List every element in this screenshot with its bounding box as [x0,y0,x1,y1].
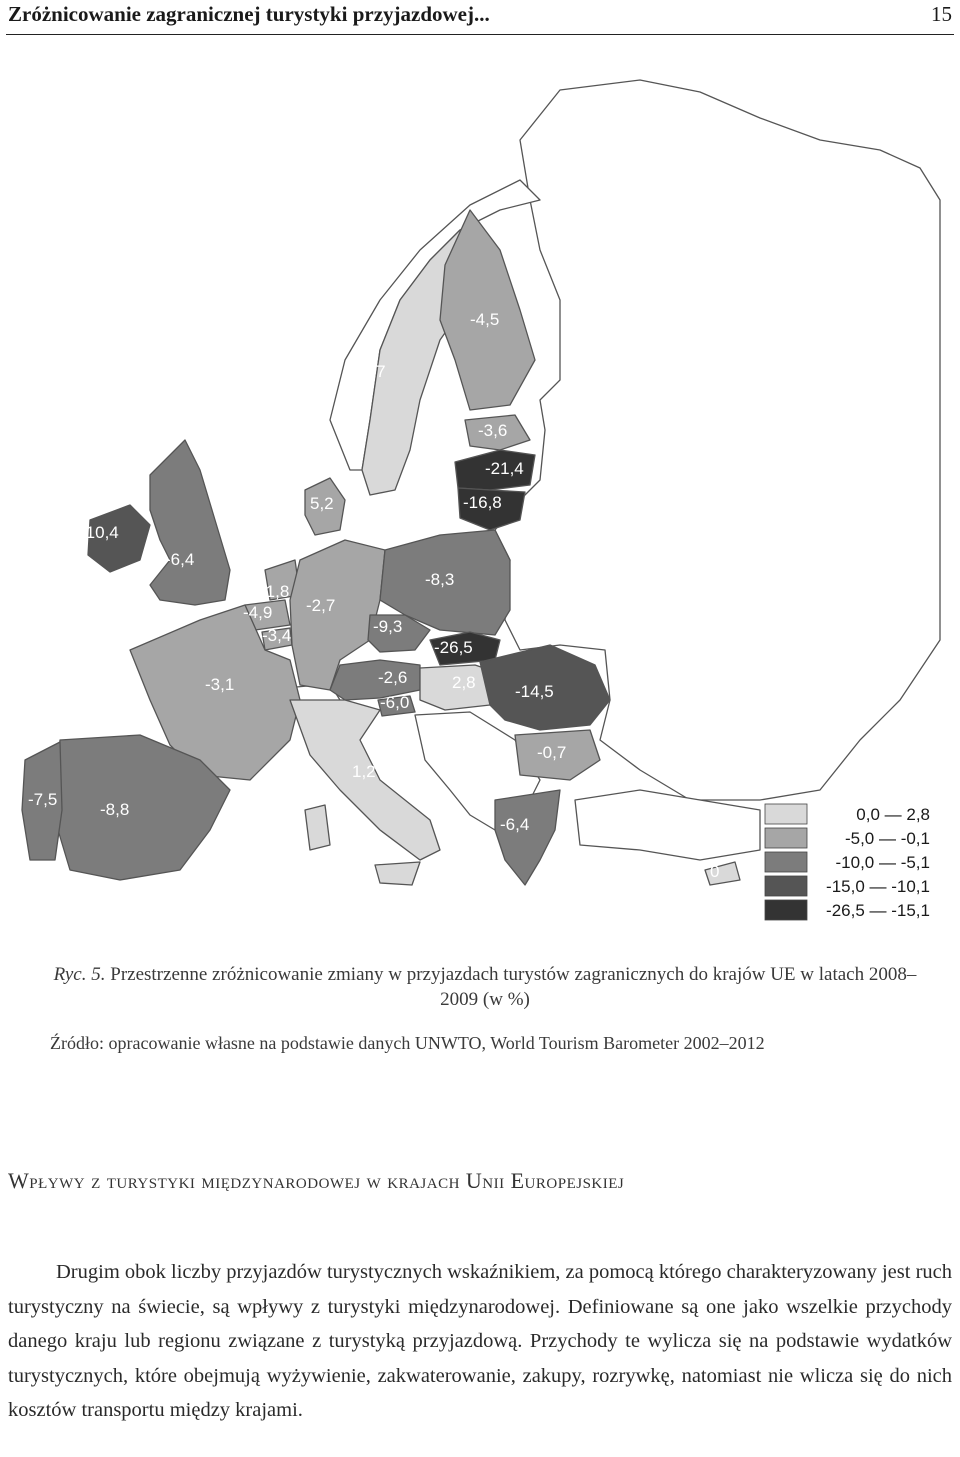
legend-swatch [765,852,807,872]
map-legend [765,804,930,920]
legend-range-label: -5,0 — -0,1 [844,829,930,848]
legend-swatch [765,804,807,824]
region-value-label: -3,6 [478,421,508,440]
paragraph: Drugim obok liczby przyjazdów turystycznych wskaźnikiem, za pomocą którego charakteryzowany jest ruch turystyczny na świecie, są wpływy z turystyki międzynarodowej. Definiowane są one jako wszelkie przychody danego kraju lub regionu związane z turystyką przyjazdową. Przychody te wylicza się na podstawie wydatków turystycznych, które obejmują wyżywienie, zakwaterowanie, zakupy, rozrywkę, natomiast nie wlicza się do nich kosztów transportu między krajami. [8,1261,952,1421]
region-value-label: -21,4 [485,459,524,478]
region-value-label: -6,4 [500,815,530,834]
running-title: Zróżnicowanie zagranicznej turystyki przyjazdowej... [8,2,490,26]
legend-swatch [765,828,807,848]
figure-caption [50,962,920,1012]
region-sicily [375,862,420,885]
figure-caption-text: Przestrzenne zróżnicowanie zmiany w przyjazdach turystów zagranicznych do krajów UE w latach 2008–2009 (w %) [110,964,917,1011]
region-value-label: -1,8 [260,582,290,601]
region-value-label: -2,6 [378,668,408,687]
region-value-label: -3,1 [205,675,235,694]
region-value-label: 2,8 [452,673,476,692]
body-text [8,1255,952,1428]
region-great-britain [150,440,230,605]
region-value-label: -4,5 [470,310,500,329]
header-rule [6,34,954,35]
page-number: 15 [931,2,952,26]
region-value-label: -14,5 [515,682,554,701]
legend-range-label: -26,5 — -15,1 [826,901,930,920]
region-value-label: -7,5 [28,790,58,809]
region-value-label: -10,4 [80,523,119,542]
region-greece [495,790,560,885]
legend-swatch [765,876,807,896]
region-value-label: -3,4 [262,626,292,645]
region-value-label: -0,7 [537,743,567,762]
region-value-label: -9,3 [373,617,403,636]
region-value-label: -4,9 [243,603,273,622]
section-heading-text: Wpływy z turystyki międzynarodowej w krajach Unii Europejskiej [8,1168,625,1193]
region-value-label: 5,2 [310,494,334,513]
europe-choropleth-map [0,40,960,940]
region-value-label: -6,4 [165,550,195,569]
legend-range-label: -15,0 — -10,1 [826,877,930,896]
region-value-label: -8,3 [425,570,455,589]
figure-number: Ryc. 5. [53,964,106,985]
running-header [0,0,960,36]
legend-range-label: 0,0 — 2,8 [856,805,930,824]
region-value-label: -26,5 [434,638,473,657]
region-value-label: 0 [710,862,720,881]
figure-source: Źródło: opracowanie własne na podstawie danych UNWTO, World Tourism Barometer 2002–2012 [50,1033,765,1053]
region-value-label: 1,2 [352,762,376,781]
region-value-label: -16,8 [463,493,502,512]
legend-range-label: -10,0 — -5,1 [835,853,930,872]
region-value-label: 2,7 [362,362,386,381]
section-heading [8,1168,624,1194]
region-value-label: -2,7 [306,596,336,615]
legend-swatch [765,900,807,920]
region-value-label: -6,0 [380,693,410,712]
region-sardinia [305,805,330,850]
region-value-label: -8,8 [100,800,130,819]
